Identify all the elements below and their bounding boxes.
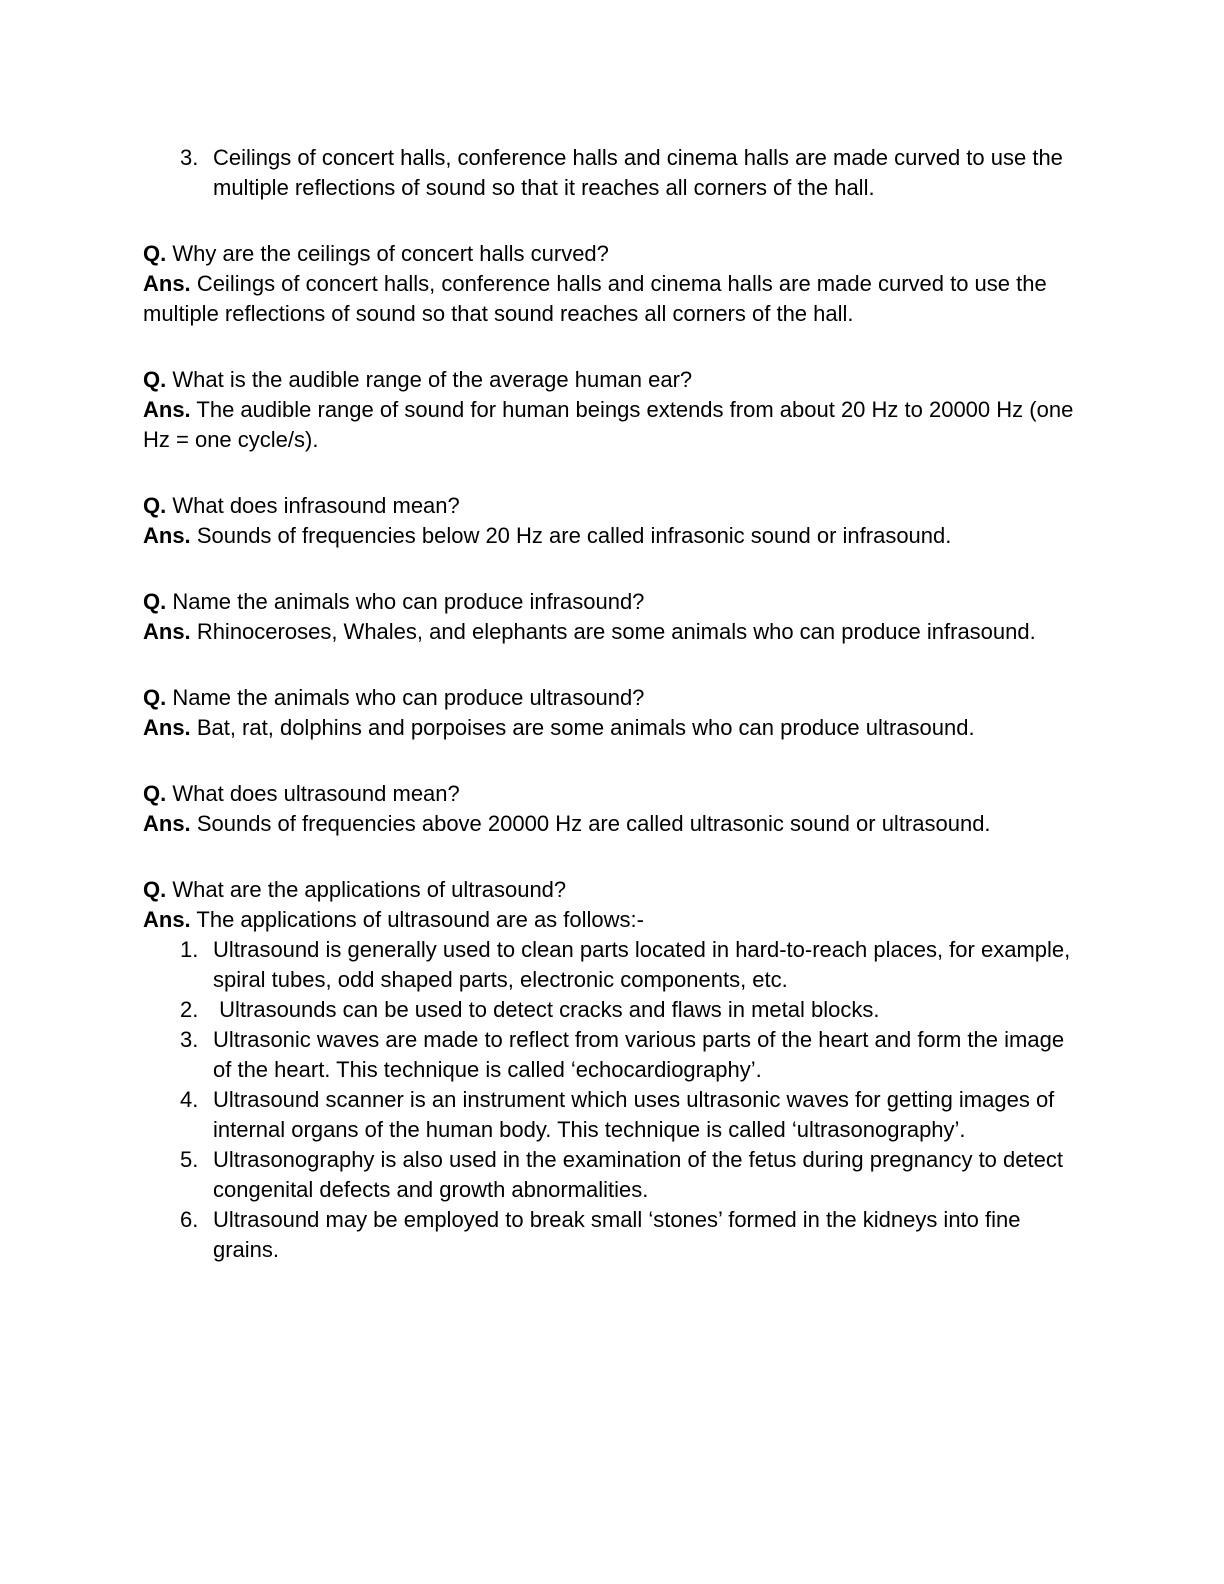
question-label: Q.	[143, 367, 167, 392]
qa-block	[143, 365, 1080, 455]
question-text: What are the applications of ultrasound?	[172, 877, 567, 902]
answer-text: Ceilings of concert halls, conference halls and cinema halls are made curved to use the multiple reflections of sound so that sound reaches all corners of the hall.	[143, 271, 1047, 326]
qa-block	[143, 683, 1080, 743]
application-list-item	[143, 935, 1080, 995]
question-label: Q.	[143, 493, 167, 518]
answer-line	[143, 905, 1080, 935]
list-item-text: Ultrasounds can be used to detect cracks and flaws in metal blocks.	[213, 997, 880, 1022]
application-list-item	[143, 1085, 1080, 1145]
answer-text: Sounds of frequencies above 20000 Hz are called ultrasonic sound or ultrasound.	[196, 811, 991, 836]
answer-text: The audible range of sound for human beings extends from about 20 Hz to 20000 Hz (one Hz = one cycle/s).	[143, 397, 1074, 452]
question-label: Q.	[143, 685, 167, 710]
answer-label: Ans.	[143, 397, 191, 422]
answer-line	[143, 617, 1080, 647]
answer-label: Ans.	[143, 523, 191, 548]
question-line	[143, 491, 1080, 521]
application-list-item	[143, 995, 1080, 1025]
question-line	[143, 239, 1080, 269]
intro-list-item	[143, 143, 1080, 203]
answer-line	[143, 713, 1080, 743]
application-list-item	[143, 1025, 1080, 1085]
question-label: Q.	[143, 589, 167, 614]
question-line	[143, 365, 1080, 395]
question-text: Name the animals who can produce infrasound?	[172, 589, 645, 614]
list-item-text: Ultrasonography is also used in the examination of the fetus during pregnancy to detect congenital defects and growth abnormalities.	[213, 1147, 1070, 1202]
list-item-number: 4.	[180, 1087, 199, 1112]
qa-block	[143, 239, 1080, 329]
qa-block	[143, 779, 1080, 839]
answer-label: Ans.	[143, 715, 191, 740]
question-line	[143, 875, 1080, 905]
answer-line	[143, 809, 1080, 839]
application-list-item	[143, 1205, 1080, 1265]
answer-text: Bat, rat, dolphins and porpoises are some animals who can produce ultrasound.	[196, 715, 975, 740]
qa-block	[143, 491, 1080, 551]
question-label: Q.	[143, 241, 167, 266]
question-line	[143, 683, 1080, 713]
answer-text: Rhinoceroses, Whales, and elephants are some animals who can produce infrasound.	[196, 619, 1036, 644]
list-item-number: 3.	[180, 145, 199, 170]
question-text: What does ultrasound mean?	[172, 781, 460, 806]
list-item-text: Ultrasound scanner is an instrument which uses ultrasonic waves for getting images of internal organs of the human body. This technique is called ‘ultrasonography’.	[213, 1087, 1061, 1142]
answer-line	[143, 521, 1080, 551]
question-label: Q.	[143, 877, 167, 902]
question-line	[143, 779, 1080, 809]
application-list-item	[143, 1145, 1080, 1205]
answer-text: The applications of ultrasound are as follows:-	[196, 907, 644, 932]
answer-label: Ans.	[143, 811, 191, 836]
answer-line	[143, 269, 1080, 329]
answer-label: Ans.	[143, 271, 191, 296]
answer-text: Sounds of frequencies below 20 Hz are called infrasonic sound or infrasound.	[196, 523, 952, 548]
question-text: What does infrasound mean?	[172, 493, 460, 518]
qa-block	[143, 587, 1080, 647]
list-item-number: 2.	[180, 997, 199, 1022]
list-item-number: 1.	[180, 937, 199, 962]
answer-label: Ans.	[143, 907, 191, 932]
answer-line	[143, 395, 1080, 455]
question-text: Name the animals who can produce ultrasound?	[172, 685, 645, 710]
question-text: Why are the ceilings of concert halls curved?	[172, 241, 609, 266]
list-item-text: Ultrasound may be employed to break small ‘stones’ formed in the kidneys into fine grains.	[213, 1207, 1027, 1262]
list-item-number: 3.	[180, 1027, 199, 1052]
list-item-text: Ultrasonic waves are made to reflect from various parts of the heart and form the image of the heart. This technique is called ‘echocardiography’.	[213, 1027, 1071, 1082]
question-label: Q.	[143, 781, 167, 806]
question-line	[143, 587, 1080, 617]
list-item-text: Ceilings of concert halls, conference halls and cinema halls are made curved to use the multiple reflections of sound so that it reaches all corners of the hall.	[213, 145, 1070, 200]
answer-label: Ans.	[143, 619, 191, 644]
list-item-number: 6.	[180, 1207, 199, 1232]
list-item-text: Ultrasound is generally used to clean parts located in hard-to-reach places, for example, spiral tubes, odd shaped parts, electronic components, etc.	[213, 937, 1077, 992]
qa-block-applications	[143, 875, 1080, 1265]
question-text: What is the audible range of the average human ear?	[172, 367, 693, 392]
list-item-number: 5.	[180, 1147, 199, 1172]
